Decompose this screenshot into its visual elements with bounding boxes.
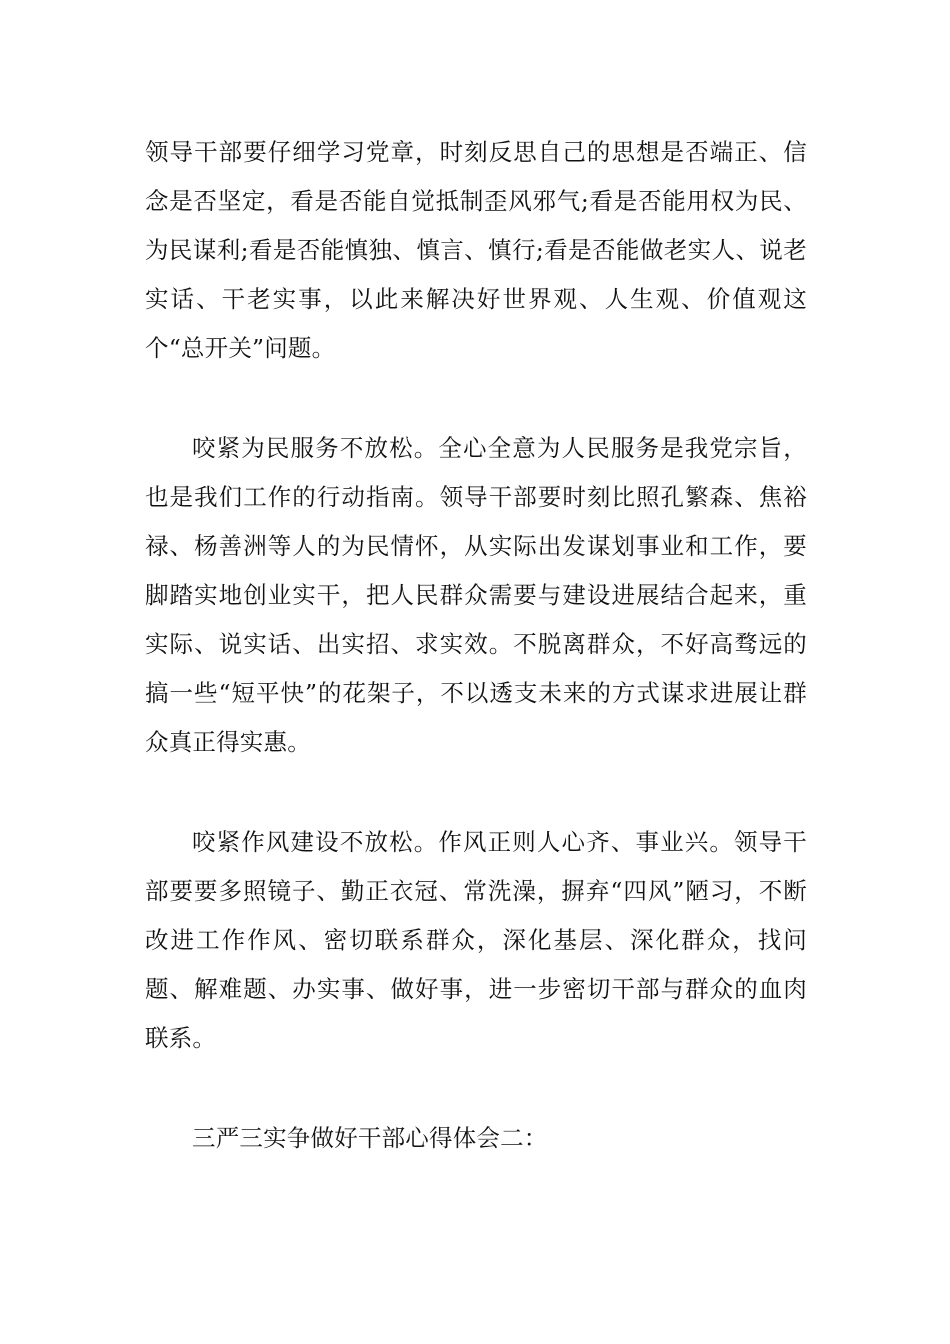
paragraph-spacer [145,767,807,818]
document-body [145,128,807,1163]
paragraph-spacer [145,373,807,424]
paragraph-work-style: 咬紧作风建设不放松。作风正则人心齐、事业兴。领导干部要要多照镜子、勤正衣冠、常洗澡，摒弃“四风”陋习，不断改进工作作风、密切联系群众，深化基层、深化群众，找问题、解难题、办实事、做好事，进一步密切干部与群众的血肉联系。 [145,828,807,1052]
section-heading: 三严三实争做好干部心得体会二： [192,1124,548,1152]
paragraph-party-constitution: 领导干部要仔细学习党章，时刻反思自己的思想是否端正、信念是否坚定，看是否能自觉抵制歪风邪气;看是否能用权为民、为民谋利;看是否能慎独、慎言、慎行;看是否能做老实人、说老实话、干老实事，以此来解决好世界观、人生观、价值观这个“总开关”问题。 [145,138,807,362]
paragraph-spacer [145,1063,807,1114]
paragraph-serve-people: 咬紧为民服务不放松。全心全意为人民服务是我党宗旨，也是我们工作的行动指南。领导干部要时刻比照孔繁森、焦裕禄、杨善洲等人的为民情怀，从实际出发谋划事业和工作，要脚踏实地创业实干，把人民群众需要与建设进展结合起来，重实际、说实话、出实招、求实效。不脱离群众，不好高骛远的搞一些“短平快”的花架子，不以透支未来的方式谋求进展让群众真正得实惠。 [145,434,807,756]
